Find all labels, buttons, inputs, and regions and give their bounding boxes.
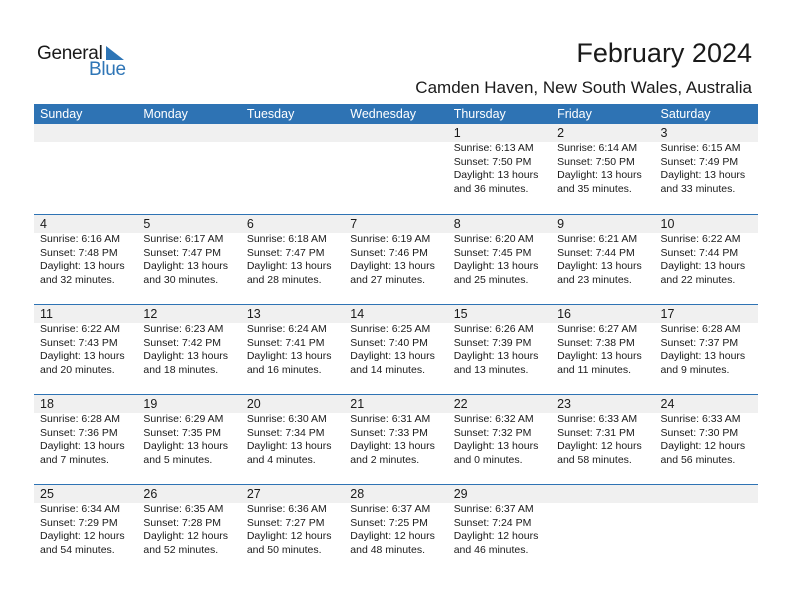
week-cells bbox=[34, 485, 758, 574]
day-cell bbox=[655, 124, 758, 214]
logo bbox=[37, 43, 137, 83]
day-number: 10 bbox=[660, 217, 675, 231]
day-number: 3 bbox=[660, 126, 668, 140]
daylight-minutes-text: and 13 minutes. bbox=[453, 363, 529, 376]
day-cell bbox=[137, 215, 240, 304]
daylight-text: Daylight: 13 hours bbox=[557, 169, 642, 181]
day-cell bbox=[551, 305, 654, 394]
daylight-minutes-text: and 7 minutes. bbox=[40, 453, 109, 466]
daylight-minutes-text: and 20 minutes. bbox=[40, 363, 115, 376]
day-cell bbox=[344, 395, 447, 484]
daylight-minutes-text: and 27 minutes. bbox=[350, 273, 425, 286]
day-number: 21 bbox=[350, 397, 365, 411]
daylight-minutes-text: and 4 minutes. bbox=[246, 453, 316, 466]
daylight-text: Daylight: 13 hours bbox=[660, 260, 746, 272]
sunrise-text: Sunrise: 6:30 AM bbox=[246, 413, 327, 425]
day-number: 27 bbox=[246, 487, 261, 501]
sunset-text: Sunset: 7:25 PM bbox=[350, 516, 428, 529]
sunrise-text: Sunrise: 6:15 AM bbox=[660, 142, 741, 154]
day-cell bbox=[551, 485, 654, 574]
sunset-text: Sunset: 7:41 PM bbox=[246, 336, 325, 349]
weekday-friday: Friday bbox=[557, 107, 592, 121]
day-number: 11 bbox=[40, 307, 53, 321]
sunrise-text: Sunrise: 6:32 AM bbox=[453, 413, 534, 425]
sunrise-text: Sunrise: 6:29 AM bbox=[143, 413, 224, 425]
day-number: 7 bbox=[350, 217, 358, 231]
daylight-text: Daylight: 13 hours bbox=[143, 260, 229, 272]
day-number: 29 bbox=[453, 487, 468, 501]
sunset-text: Sunset: 7:39 PM bbox=[453, 336, 532, 349]
week-row bbox=[34, 394, 758, 484]
day-number bbox=[247, 124, 344, 142]
day-cell bbox=[137, 485, 240, 574]
week-cells bbox=[34, 124, 758, 214]
daylight-minutes-text: and 16 minutes. bbox=[246, 363, 322, 376]
sunrise-text: Sunrise: 6:28 AM bbox=[660, 323, 741, 335]
day-cell bbox=[34, 395, 137, 484]
daylight-minutes-text: and 23 minutes. bbox=[557, 273, 632, 286]
day-cell bbox=[448, 124, 551, 214]
daylight-minutes-text: and 0 minutes. bbox=[453, 453, 523, 466]
daylight-minutes-text: and 56 minutes. bbox=[660, 453, 736, 466]
sunset-text: Sunset: 7:44 PM bbox=[660, 246, 739, 259]
sunrise-text: Sunrise: 6:33 AM bbox=[660, 413, 741, 425]
sunrise-text: Sunrise: 6:16 AM bbox=[40, 233, 120, 245]
day-cell bbox=[551, 395, 654, 484]
sunset-text: Sunset: 7:50 PM bbox=[453, 155, 532, 168]
daylight-text: Daylight: 12 hours bbox=[350, 530, 435, 542]
daylight-text: Daylight: 13 hours bbox=[660, 350, 746, 362]
sunset-text: Sunset: 7:36 PM bbox=[40, 426, 118, 439]
daylight-text: Daylight: 12 hours bbox=[143, 530, 229, 542]
week-cells bbox=[34, 215, 758, 304]
sunset-text: Sunset: 7:48 PM bbox=[40, 246, 118, 259]
daylight-text: Daylight: 13 hours bbox=[246, 350, 332, 362]
daylight-minutes-text: and 5 minutes. bbox=[143, 453, 213, 466]
day-number: 8 bbox=[453, 217, 461, 231]
weekday-saturday: Saturday bbox=[660, 107, 711, 121]
day-number: 12 bbox=[143, 307, 158, 321]
day-number: 6 bbox=[246, 217, 254, 231]
weekday-sunday: Sunday bbox=[40, 107, 83, 121]
day-number bbox=[40, 124, 137, 142]
day-number: 19 bbox=[143, 397, 158, 411]
sunrise-text: Sunrise: 6:13 AM bbox=[453, 142, 534, 154]
daylight-text: Daylight: 13 hours bbox=[40, 350, 125, 362]
day-number: 4 bbox=[40, 217, 47, 231]
sunrise-text: Sunrise: 6:22 AM bbox=[40, 323, 120, 335]
daylight-text: Daylight: 13 hours bbox=[246, 440, 332, 452]
sunrise-text: Sunrise: 6:14 AM bbox=[557, 142, 638, 154]
sunrise-text: Sunrise: 6:34 AM bbox=[40, 503, 120, 515]
sunrise-text: Sunrise: 6:24 AM bbox=[246, 323, 327, 335]
daylight-minutes-text: and 50 minutes. bbox=[246, 543, 322, 556]
daylight-minutes-text: and 36 minutes. bbox=[453, 182, 529, 195]
day-cell bbox=[655, 215, 758, 304]
day-cell bbox=[137, 124, 240, 214]
daylight-minutes-text: and 33 minutes. bbox=[660, 182, 736, 195]
sunrise-text: Sunrise: 6:28 AM bbox=[40, 413, 120, 425]
week-row bbox=[34, 124, 758, 214]
day-number bbox=[143, 124, 240, 142]
day-cell bbox=[34, 485, 137, 574]
sunrise-text: Sunrise: 6:25 AM bbox=[350, 323, 431, 335]
daylight-text: Daylight: 13 hours bbox=[453, 350, 539, 362]
day-cell bbox=[241, 305, 344, 394]
sunset-text: Sunset: 7:30 PM bbox=[660, 426, 739, 439]
day-number: 2 bbox=[557, 126, 565, 140]
daylight-text: Daylight: 13 hours bbox=[143, 440, 229, 452]
day-cell bbox=[241, 395, 344, 484]
day-cell bbox=[448, 395, 551, 484]
day-cell bbox=[344, 485, 447, 574]
sunset-text: Sunset: 7:28 PM bbox=[143, 516, 222, 529]
day-cell bbox=[655, 305, 758, 394]
sunrise-text: Sunrise: 6:22 AM bbox=[660, 233, 741, 245]
weeks-container bbox=[34, 124, 758, 574]
day-number bbox=[661, 485, 758, 503]
daylight-text: Daylight: 13 hours bbox=[143, 350, 229, 362]
day-number bbox=[557, 485, 654, 503]
daylight-text: Daylight: 13 hours bbox=[40, 440, 125, 452]
week-row bbox=[34, 214, 758, 304]
sunset-text: Sunset: 7:29 PM bbox=[40, 516, 118, 529]
day-number: 17 bbox=[660, 307, 675, 321]
daylight-text: Daylight: 13 hours bbox=[350, 350, 435, 362]
week-cells bbox=[34, 395, 758, 484]
sunrise-text: Sunrise: 6:20 AM bbox=[453, 233, 534, 245]
daylight-minutes-text: and 11 minutes. bbox=[557, 363, 632, 376]
sunset-text: Sunset: 7:27 PM bbox=[246, 516, 325, 529]
day-cell bbox=[655, 485, 758, 574]
day-number: 26 bbox=[143, 487, 158, 501]
sunset-text: Sunset: 7:47 PM bbox=[246, 246, 325, 259]
sunset-text: Sunset: 7:35 PM bbox=[143, 426, 222, 439]
page-title: February 2024 bbox=[576, 38, 752, 68]
daylight-text: Daylight: 13 hours bbox=[350, 260, 435, 272]
daylight-minutes-text: and 28 minutes. bbox=[246, 273, 322, 286]
day-number: 1 bbox=[453, 126, 461, 140]
sunset-text: Sunset: 7:34 PM bbox=[246, 426, 325, 439]
day-cell bbox=[344, 124, 447, 214]
sunset-text: Sunset: 7:37 PM bbox=[660, 336, 739, 349]
daylight-text: Daylight: 13 hours bbox=[557, 260, 642, 272]
day-cell bbox=[448, 215, 551, 304]
day-number: 18 bbox=[40, 397, 54, 411]
daylight-minutes-text: and 54 minutes. bbox=[40, 543, 115, 556]
sunset-text: Sunset: 7:46 PM bbox=[350, 246, 428, 259]
daylight-text: Daylight: 13 hours bbox=[660, 169, 746, 181]
day-cell bbox=[241, 485, 344, 574]
sunrise-text: Sunrise: 6:37 AM bbox=[453, 503, 534, 515]
calendar-grid bbox=[34, 104, 758, 574]
day-cell bbox=[34, 305, 137, 394]
daylight-minutes-text: and 48 minutes. bbox=[350, 543, 425, 556]
day-cell bbox=[344, 305, 447, 394]
sunset-text: Sunset: 7:38 PM bbox=[557, 336, 635, 349]
triangle-flag-icon bbox=[106, 46, 124, 60]
day-cell bbox=[34, 124, 137, 214]
sunrise-text: Sunrise: 6:31 AM bbox=[350, 413, 431, 425]
week-cells bbox=[34, 305, 758, 394]
day-number: 16 bbox=[557, 307, 572, 321]
sunrise-text: Sunrise: 6:19 AM bbox=[350, 233, 431, 245]
sunset-text: Sunset: 7:40 PM bbox=[350, 336, 428, 349]
weekday-header bbox=[34, 104, 758, 124]
daylight-minutes-text: and 22 minutes. bbox=[660, 273, 736, 286]
sunrise-text: Sunrise: 6:26 AM bbox=[453, 323, 534, 335]
daylight-minutes-text: and 2 minutes. bbox=[350, 453, 420, 466]
sunset-text: Sunset: 7:31 PM bbox=[557, 426, 635, 439]
day-cell bbox=[448, 485, 551, 574]
daylight-minutes-text: and 18 minutes. bbox=[143, 363, 219, 376]
week-row bbox=[34, 484, 758, 574]
sunset-text: Sunset: 7:49 PM bbox=[660, 155, 739, 168]
daylight-minutes-text: and 52 minutes. bbox=[143, 543, 219, 556]
daylight-text: Daylight: 12 hours bbox=[246, 530, 332, 542]
day-cell bbox=[655, 395, 758, 484]
daylight-text: Daylight: 13 hours bbox=[453, 169, 539, 181]
sunrise-text: Sunrise: 6:23 AM bbox=[143, 323, 224, 335]
daylight-text: Daylight: 13 hours bbox=[453, 260, 539, 272]
weekday-wednesday: Wednesday bbox=[350, 107, 417, 121]
logo-word-general: General bbox=[37, 43, 103, 64]
daylight-minutes-text: and 25 minutes. bbox=[453, 273, 529, 286]
daylight-text: Daylight: 12 hours bbox=[453, 530, 539, 542]
sunset-text: Sunset: 7:44 PM bbox=[557, 246, 635, 259]
day-cell bbox=[137, 395, 240, 484]
day-cell bbox=[551, 124, 654, 214]
daylight-minutes-text: and 14 minutes. bbox=[350, 363, 425, 376]
day-cell bbox=[137, 305, 240, 394]
day-cell bbox=[34, 215, 137, 304]
daylight-minutes-text: and 30 minutes. bbox=[143, 273, 219, 286]
daylight-minutes-text: and 32 minutes. bbox=[40, 273, 115, 286]
daylight-minutes-text: and 58 minutes. bbox=[557, 453, 632, 466]
day-number: 15 bbox=[453, 307, 468, 321]
daylight-text: Daylight: 12 hours bbox=[660, 440, 746, 452]
daylight-text: Daylight: 12 hours bbox=[557, 440, 642, 452]
sunrise-text: Sunrise: 6:27 AM bbox=[557, 323, 638, 335]
daylight-minutes-text: and 35 minutes. bbox=[557, 182, 632, 195]
sunrise-text: Sunrise: 6:17 AM bbox=[143, 233, 224, 245]
day-number bbox=[350, 124, 447, 142]
day-cell bbox=[551, 215, 654, 304]
daylight-text: Daylight: 12 hours bbox=[40, 530, 125, 542]
sunrise-text: Sunrise: 6:35 AM bbox=[143, 503, 224, 515]
day-number: 13 bbox=[246, 307, 261, 321]
daylight-text: Daylight: 13 hours bbox=[246, 260, 332, 272]
week-row bbox=[34, 304, 758, 394]
sunset-text: Sunset: 7:50 PM bbox=[557, 155, 635, 168]
sunrise-text: Sunrise: 6:33 AM bbox=[557, 413, 638, 425]
day-number: 9 bbox=[557, 217, 565, 231]
sunrise-text: Sunrise: 6:37 AM bbox=[350, 503, 431, 515]
daylight-minutes-text: and 9 minutes. bbox=[660, 363, 730, 376]
daylight-text: Daylight: 13 hours bbox=[453, 440, 539, 452]
daylight-minutes-text: and 46 minutes. bbox=[453, 543, 529, 556]
day-number: 25 bbox=[40, 487, 54, 501]
sunset-text: Sunset: 7:43 PM bbox=[40, 336, 118, 349]
sunset-text: Sunset: 7:32 PM bbox=[453, 426, 532, 439]
day-cell bbox=[448, 305, 551, 394]
day-number: 5 bbox=[143, 217, 151, 231]
day-number: 23 bbox=[557, 397, 572, 411]
weekday-tuesday: Tuesday bbox=[246, 107, 295, 121]
day-cell bbox=[344, 215, 447, 304]
daylight-text: Daylight: 13 hours bbox=[557, 350, 642, 362]
daylight-text: Daylight: 13 hours bbox=[40, 260, 125, 272]
logo-word-blue: Blue bbox=[89, 59, 126, 80]
weekday-monday: Monday bbox=[143, 107, 188, 121]
location-subtitle: Camden Haven, New South Wales, Australia bbox=[415, 78, 752, 97]
day-number: 24 bbox=[660, 397, 675, 411]
sunset-text: Sunset: 7:47 PM bbox=[143, 246, 222, 259]
day-cell bbox=[241, 215, 344, 304]
sunrise-text: Sunrise: 6:18 AM bbox=[246, 233, 327, 245]
day-number: 22 bbox=[453, 397, 468, 411]
sunset-text: Sunset: 7:33 PM bbox=[350, 426, 428, 439]
sunset-text: Sunset: 7:42 PM bbox=[143, 336, 222, 349]
sunset-text: Sunset: 7:45 PM bbox=[453, 246, 532, 259]
sunrise-text: Sunrise: 6:36 AM bbox=[246, 503, 327, 515]
daylight-text: Daylight: 13 hours bbox=[350, 440, 435, 452]
day-number: 20 bbox=[246, 397, 261, 411]
day-number: 14 bbox=[350, 307, 365, 321]
day-cell bbox=[241, 124, 344, 214]
sunset-text: Sunset: 7:24 PM bbox=[453, 516, 532, 529]
weekday-thursday: Thursday bbox=[453, 107, 506, 121]
sunrise-text: Sunrise: 6:21 AM bbox=[557, 233, 638, 245]
day-number: 28 bbox=[350, 487, 365, 501]
